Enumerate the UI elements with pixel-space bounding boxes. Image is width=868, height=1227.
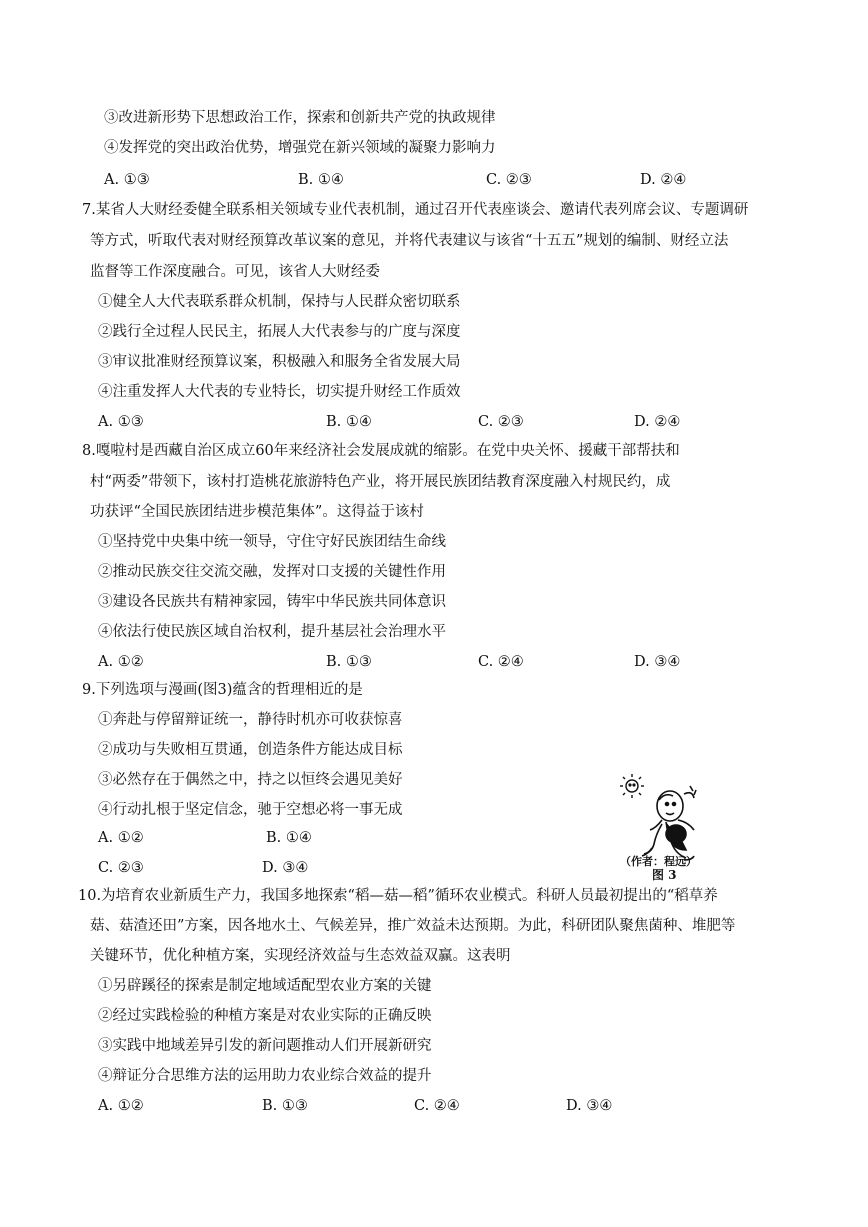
q6-option-c: C. ②③ bbox=[486, 172, 532, 188]
q7-stem-line-3: 监督等工作深度融合。可见，该省人大财经委 bbox=[90, 264, 380, 280]
q10-stem-line-1: 10.为培育农业新质生产力，我国多地探索“稻—菇—稻”循环农业模式。科研人员最初提出的“稻草养 bbox=[78, 888, 718, 904]
q8-stem-line-3: 功获评“全国民族团结进步模范集体”。这得益于该村 bbox=[90, 504, 424, 520]
q6-item-4: ④发挥党的突出政治优势，增强党在新兴领域的凝聚力影响力 bbox=[104, 140, 496, 156]
cartoon-figure-3 bbox=[612, 772, 710, 868]
q7-item-3: ③审议批准财经预算议案，积极融入和服务全省发展大局 bbox=[98, 354, 461, 370]
q9-option-a: A. ①② bbox=[98, 830, 144, 846]
q7-item-2: ②践行全过程人民民主，拓展人大代表参与的广度与深度 bbox=[98, 324, 461, 340]
q7-item-4: ④注重发挥人大代表的专业特长，切实提升财经工作质效 bbox=[98, 384, 461, 400]
q7-option-c: C. ②③ bbox=[478, 414, 524, 430]
q10-item-1: ①另辟蹊径的探索是制定地域适配型农业方案的关键 bbox=[98, 978, 432, 994]
q9-item-2: ②成功与失败相互贯通，创造条件方能达成目标 bbox=[98, 742, 403, 758]
q10-option-d: D. ③④ bbox=[566, 1098, 613, 1114]
q10-option-a: A. ①② bbox=[98, 1098, 144, 1114]
q8-option-c: C. ②④ bbox=[478, 654, 524, 670]
q9-option-d: D. ③④ bbox=[262, 860, 309, 876]
q10-stem-line-3: 关键环节，优化种植方案，实现经济效益与生态效益双赢。这表明 bbox=[90, 948, 511, 964]
q8-stem-line-1: 8.嘎啦村是西藏自治区成立60年来经济社会发展成就的缩影。在党中央关怀、援藏干部帮扶和 bbox=[82, 443, 680, 459]
q10-stem-line-2: 菇、菇渣还田”方案，因各地水土、气候差异，推广效益未达预期。为此，科研团队聚焦菌种、堆肥等 bbox=[90, 918, 736, 934]
q10-item-4: ④辩证分合思维方法的运用助力农业综合效益的提升 bbox=[98, 1068, 432, 1084]
q10-item-2: ②经过实践检验的种植方案是对农业实际的正确反映 bbox=[98, 1008, 432, 1024]
q9-stem: 9.下列选项与漫画(图3)蕴含的哲理相近的是 bbox=[82, 682, 363, 698]
q7-option-b: B. ①④ bbox=[326, 414, 372, 430]
q6-option-b: B. ①④ bbox=[298, 172, 344, 188]
q7-item-1: ①健全人大代表联系群众机制，保持与人民群众密切联系 bbox=[98, 294, 461, 310]
running-figure bbox=[642, 786, 696, 860]
q8-item-2: ②推动民族交往交流交融，发挥对口支援的关键性作用 bbox=[98, 564, 446, 580]
q10-option-c: C. ②④ bbox=[414, 1098, 460, 1114]
q7-option-a: A. ①③ bbox=[98, 414, 144, 430]
q8-stem-line-2: 村“两委”带领下，该村打造桃花旅游特色产业，将开展民族团结教育深度融入村规民约，成 bbox=[90, 474, 671, 490]
figure-label: 图 3 bbox=[652, 868, 677, 882]
q6-option-a: A. ①③ bbox=[104, 172, 150, 188]
q10-option-b: B. ①③ bbox=[262, 1098, 308, 1114]
q10-item-3: ③实践中地域差异引发的新问题推动人们开展新研究 bbox=[98, 1038, 432, 1054]
q8-option-a: A. ①② bbox=[98, 654, 144, 670]
q9-option-b: B. ①④ bbox=[266, 830, 312, 846]
q8-item-1: ①坚持党中央集中统一领导，守住守好民族团结生命线 bbox=[98, 534, 446, 550]
q6-option-d: D. ②④ bbox=[640, 172, 687, 188]
q9-item-3: ③必然存在于偶然之中，持之以恒终会遇见美好 bbox=[98, 772, 403, 788]
q9-item-4: ④行动扎根于坚定信念，驰于空想必将一事无成 bbox=[98, 802, 403, 818]
figure-author-caption: （作者：程远） bbox=[620, 855, 697, 868]
q7-stem-line-1: 7.某省人大财经委健全联系相关领域专业代表机制，通过召开代表座谈会、邀请代表列席会议、专题调研 bbox=[82, 202, 749, 218]
q7-stem-line-2: 等方式，听取代表对财经预算改革议案的意见，并将代表建议与该省“十五五”规划的编制、财经立法 bbox=[90, 233, 729, 249]
q8-option-b: B. ①③ bbox=[326, 654, 372, 670]
q7-option-d: D. ②④ bbox=[634, 414, 681, 430]
q8-item-3: ③建设各民族共有精神家园，铸牢中华民族共同体意识 bbox=[98, 594, 446, 610]
q8-option-d: D. ③④ bbox=[634, 654, 681, 670]
q8-item-4: ④依法行使民族区域自治权利，提升基层社会治理水平 bbox=[98, 624, 446, 640]
q9-item-1: ①奔赴与停留辩证统一，静待时机亦可收获惊喜 bbox=[98, 712, 403, 728]
sun-icon bbox=[620, 774, 644, 798]
q9-option-c: C. ②③ bbox=[98, 860, 144, 876]
q6-item-3: ③改进新形势下思想政治工作，探索和创新共产党的执政规律 bbox=[104, 110, 496, 126]
